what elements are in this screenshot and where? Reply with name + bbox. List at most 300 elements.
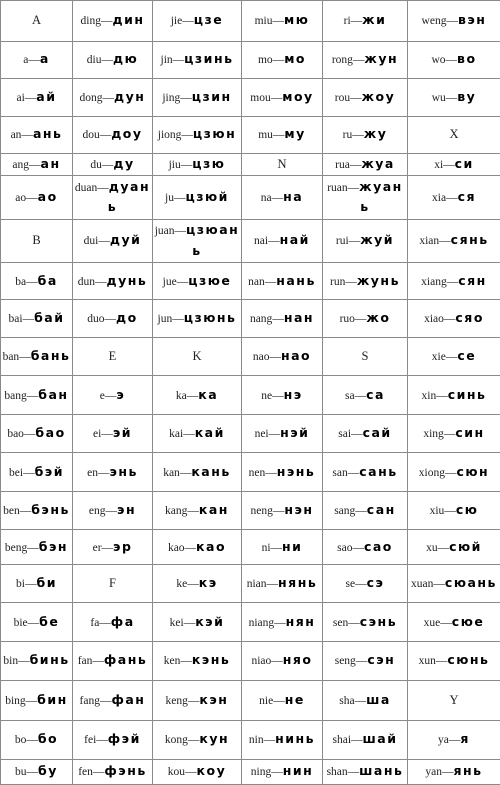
dash-separator: — [268, 428, 281, 441]
cyrillic-transcription: бо [37, 731, 59, 747]
pinyin-syllable: ya [438, 734, 449, 747]
dash-separator: — [352, 541, 364, 554]
pinyin-syllable: xu [426, 541, 438, 554]
syllable-cell [323, 79, 408, 117]
dash-separator: — [272, 54, 285, 67]
pinyin-syllable: bin [3, 655, 19, 668]
cyrillic-transcription: сань [359, 463, 398, 479]
syllable-cell [408, 759, 500, 784]
dash-separator: — [442, 766, 454, 779]
pinyin-syllable: jiong [157, 129, 182, 142]
pinyin-syllable: niao [251, 655, 272, 668]
dash-separator: — [19, 505, 32, 518]
cyrillic-transcription: коу [196, 763, 227, 779]
cyrillic-transcription: сюань [444, 575, 497, 591]
pinyin-syllable: dou [82, 129, 100, 142]
pinyin-syllable: nan [248, 275, 265, 288]
pinyin-syllable: jue [162, 275, 177, 288]
dash-separator: — [99, 694, 112, 707]
dash-separator: — [440, 616, 452, 629]
syllable-cell [408, 721, 500, 760]
dash-separator: — [23, 466, 35, 479]
pinyin-syllable: bie [13, 616, 28, 629]
dash-separator: — [352, 129, 364, 142]
dash-separator: — [182, 15, 194, 28]
cyrillic-transcription: сюнь [447, 652, 490, 668]
letter-header-cell [1, 219, 73, 262]
dash-separator: — [183, 616, 196, 629]
pinyin-syllable: rua [335, 159, 350, 172]
syllable-cell [73, 41, 153, 79]
dash-separator: — [97, 466, 110, 479]
pinyin-syllable: wu [431, 91, 446, 104]
cyrillic-transcription: цзе [193, 12, 224, 28]
dash-separator: — [184, 541, 197, 554]
pinyin-syllable: ruan [327, 181, 348, 194]
dash-separator: — [26, 734, 38, 747]
letter-header: N [277, 157, 287, 172]
pinyin-syllable: kou [167, 766, 185, 779]
cyrillic-transcription: кэ [198, 575, 218, 591]
pinyin-syllable: ka [175, 389, 187, 402]
letter-header: F [109, 576, 116, 591]
pinyin-syllable: mo [257, 54, 273, 67]
syllable-cell [242, 262, 323, 300]
pinyin-syllable: a [23, 54, 29, 67]
cyrillic-transcription: цзюн [192, 126, 237, 142]
syllable-cell [73, 453, 153, 492]
pinyin-syllable: dong [79, 91, 103, 104]
pinyin-syllable: weng [421, 15, 447, 28]
syllable-cell [323, 262, 408, 300]
dash-separator: — [433, 578, 445, 591]
dash-separator: — [264, 275, 277, 288]
syllable-cell [73, 491, 153, 530]
dash-separator: — [351, 428, 363, 441]
syllable-cell [242, 641, 323, 680]
cyrillic-transcription: ай [36, 88, 57, 104]
cyrillic-transcription: энь [109, 463, 138, 479]
dash-separator: — [439, 235, 451, 248]
syllable-cell [408, 262, 500, 300]
pinyin-syllable: ban [2, 351, 20, 364]
pinyin-syllable: ni [261, 541, 271, 554]
syllable-cell [408, 530, 500, 564]
syllable-cell [408, 300, 500, 338]
letter-header-cell [153, 337, 242, 376]
cyrillic-transcription: ба [37, 272, 58, 288]
pinyin-syllable: fa [90, 616, 100, 629]
syllable-cell [408, 491, 500, 530]
pinyin-syllable: nai [254, 235, 269, 248]
letter-header: B [32, 233, 41, 248]
dash-separator: — [187, 694, 200, 707]
pinyin-syllable: bao [7, 428, 24, 441]
dash-separator: — [272, 15, 284, 28]
syllable-cell [242, 414, 323, 453]
syllable-cell [408, 219, 500, 262]
dash-separator: — [271, 766, 283, 779]
syllable-cell [73, 759, 153, 784]
syllable-cell [153, 300, 242, 338]
cyrillic-transcription: нао [280, 348, 312, 364]
syllable-cell [408, 564, 500, 603]
pinyin-syllable: keng [165, 694, 188, 707]
syllable-cell [1, 300, 73, 338]
syllable-cell [153, 41, 242, 79]
cyrillic-transcription: эн [117, 502, 137, 518]
dash-separator: — [101, 541, 114, 554]
cyrillic-transcription: жи [362, 12, 387, 28]
pinyin-syllable: ao [15, 192, 27, 205]
pinyin-syllable: jin [160, 54, 173, 67]
cyrillic-transcription: сюй [449, 538, 482, 554]
cyrillic-transcription: сян [458, 272, 487, 288]
cyrillic-transcription: цзюй [185, 189, 229, 205]
dash-separator: — [180, 655, 192, 668]
syllable-cell [323, 154, 408, 176]
cyrillic-transcription: ань [32, 126, 63, 142]
dash-separator: — [97, 181, 109, 194]
dash-separator: — [26, 192, 38, 205]
syllable-cell [153, 759, 242, 784]
pinyin-syllable: sa [345, 389, 355, 402]
pinyin-syllable: duo [87, 313, 105, 326]
cyrillic-transcription: нан [283, 310, 315, 326]
dash-separator: — [104, 313, 117, 326]
cyrillic-transcription: дуй [109, 232, 142, 248]
syllable-cell [73, 680, 153, 721]
syllable-cell [1, 453, 73, 492]
syllable-cell [153, 564, 242, 603]
dash-separator: — [263, 734, 276, 747]
syllable-cell [408, 453, 500, 492]
pinyin-syllable: dui [83, 235, 99, 248]
syllable-cell [73, 603, 153, 642]
dash-separator: — [354, 389, 367, 402]
dash-separator: — [172, 313, 184, 326]
pinyin-syllable: xiang [421, 275, 447, 288]
syllable-cell [408, 337, 500, 376]
pinyin-syllable: kei [169, 616, 184, 629]
pinyin-syllable: san [332, 466, 348, 479]
pinyin-syllable: mu [258, 129, 273, 142]
cyrillic-transcription: нинь [275, 731, 316, 747]
pinyin-syllable: jing [162, 91, 181, 104]
pinyin-syllable: bu [15, 766, 27, 779]
cyrillic-transcription: бэн [38, 538, 69, 554]
pinyin-syllable: en [87, 466, 98, 479]
letter-header-cell [242, 154, 323, 176]
dash-separator: — [180, 91, 192, 104]
cyrillic-transcription: ся [457, 189, 476, 205]
dash-separator: — [444, 505, 456, 518]
pinyin-syllable: jun [157, 313, 173, 326]
cyrillic-transcription: фан [111, 691, 146, 707]
cyrillic-transcription: синь [447, 386, 487, 402]
syllable-cell [73, 219, 153, 262]
cyrillic-transcription: сао [363, 538, 393, 554]
cyrillic-transcription: дунь [106, 272, 148, 288]
dash-separator: — [18, 655, 30, 668]
dash-separator: — [347, 466, 360, 479]
pinyin-syllable: xiu [429, 505, 445, 518]
table-row [1, 641, 500, 680]
syllable-cell [153, 414, 242, 453]
dash-separator: — [92, 766, 105, 779]
pinyin-syllable: neng [250, 505, 273, 518]
pinyin-syllable: seng [334, 655, 356, 668]
pinyin-syllable: ben [3, 505, 20, 518]
syllable-cell [408, 154, 500, 176]
dash-separator: — [347, 766, 360, 779]
cyrillic-transcription: ан [40, 156, 61, 172]
pinyin-syllable: fang [79, 694, 100, 707]
pinyin-syllable: rong [331, 54, 353, 67]
syllable-cell [323, 680, 408, 721]
cyrillic-transcription: ду [113, 156, 135, 172]
syllable-cell [323, 641, 408, 680]
pinyin-syllable: dun [77, 275, 95, 288]
cyrillic-transcription: вэн [457, 12, 487, 28]
pinyin-syllable: shai [332, 734, 352, 747]
syllable-cell [153, 376, 242, 415]
pinyin-syllable: xue [423, 616, 441, 629]
dash-separator: — [272, 129, 285, 142]
pinyin-syllable: kan [163, 466, 180, 479]
pinyin-syllable: bi [16, 578, 25, 591]
syllable-cell [242, 176, 323, 219]
dash-separator: — [92, 655, 104, 668]
cyrillic-transcription: бин [37, 691, 68, 707]
syllable-cell [242, 530, 323, 564]
syllable-cell [1, 641, 73, 680]
dash-separator: — [446, 192, 458, 205]
syllable-cell [73, 262, 153, 300]
cyrillic-transcription: жоу [361, 88, 396, 104]
cyrillic-transcription: нэ [283, 386, 303, 402]
cyrillic-transcription: кэй [195, 613, 225, 629]
syllable-cell [153, 79, 242, 117]
cyrillic-transcription: бэнь [31, 502, 70, 518]
syllable-cell [73, 176, 153, 219]
dash-separator: — [23, 428, 36, 441]
syllable-cell [408, 376, 500, 415]
pinyin-syllable: bang [4, 389, 27, 402]
syllable-cell [153, 1, 242, 42]
pinyin-syllable: fei [84, 734, 97, 747]
dash-separator: — [26, 275, 38, 288]
cyrillic-transcription: мю [284, 12, 310, 28]
pinyin-syllable: miu [254, 15, 273, 28]
syllable-cell [323, 1, 408, 42]
pinyin-syllable: nin [248, 734, 264, 747]
syllable-cell [73, 154, 153, 176]
letter-header: Y [449, 692, 459, 707]
table-row [1, 721, 500, 760]
syllable-cell [73, 1, 153, 42]
dash-separator: — [266, 578, 279, 591]
pinyin-syllable: er [92, 541, 102, 554]
pinyin-syllable: niang [248, 616, 275, 629]
letter-header: K [192, 349, 202, 364]
syllable-cell [153, 680, 242, 721]
syllable-cell [73, 79, 153, 117]
pinyin-syllable: diu [86, 54, 102, 67]
dash-separator: — [28, 54, 40, 67]
cyrillic-transcription: най [279, 232, 310, 248]
cyrillic-transcription: бинь [29, 652, 70, 668]
pinyin-syllable: rui [335, 235, 349, 248]
letter-header: X [449, 127, 459, 142]
dash-separator: — [436, 389, 448, 402]
pinyin-syllable: eng [88, 505, 106, 518]
cyrillic-transcription: ка [198, 386, 219, 402]
pinyin-syllable: ding [80, 15, 101, 28]
cyrillic-transcription: фэнь [104, 763, 147, 779]
pinyin-syllable: na [260, 192, 272, 205]
dash-separator: — [350, 15, 363, 28]
cyrillic-transcription: моу [282, 88, 314, 104]
cyrillic-transcription: ао [37, 189, 58, 205]
pinyin-syllable: ruo [339, 313, 355, 326]
pinyin-syllable: xie [431, 351, 446, 364]
syllable-cell [408, 603, 500, 642]
syllable-cell [73, 414, 153, 453]
syllable-cell [323, 530, 408, 564]
cyrillic-transcription: сюе [451, 613, 485, 629]
cyrillic-transcription: нин [282, 763, 314, 779]
dash-separator: — [27, 616, 40, 629]
cyrillic-transcription: сяо [455, 310, 484, 326]
syllable-cell [1, 530, 73, 564]
cyrillic-transcription: нян [285, 613, 316, 629]
syllable-cell [153, 116, 242, 154]
dash-separator: — [271, 192, 284, 205]
syllable-cell [1, 564, 73, 603]
dash-separator: — [269, 351, 281, 364]
pinyin-syllable: jie [170, 15, 183, 28]
pinyin-syllable: bai [8, 313, 23, 326]
pinyin-syllable: nang [249, 313, 273, 326]
syllable-cell [153, 154, 242, 176]
syllable-cell [153, 219, 242, 262]
pinyin-syllable: yan [425, 766, 443, 779]
pinyin-syllable: run [330, 275, 346, 288]
syllable-cell [153, 262, 242, 300]
cyrillic-transcription: эй [112, 425, 132, 441]
cyrillic-transcription: фэй [107, 731, 141, 747]
syllable-cell [1, 116, 73, 154]
pinyin-syllable: ne [261, 389, 273, 402]
syllable-cell [408, 79, 500, 117]
cyrillic-transcription: нэй [280, 425, 310, 441]
pinyin-syllable: kang [165, 505, 188, 518]
cyrillic-transcription: сюн [456, 463, 490, 479]
syllable-cell [1, 262, 73, 300]
pinyin-syllable: xia [432, 192, 447, 205]
cyrillic-transcription: кай [194, 425, 225, 441]
pinyin-syllable: nian [246, 578, 267, 591]
table-row [1, 759, 500, 784]
pinyin-syllable: jiu [168, 159, 181, 172]
pinyin-syllable: ang [12, 159, 30, 172]
dash-separator: — [448, 734, 461, 747]
dash-separator: — [350, 91, 362, 104]
cyrillic-transcription: жуань [359, 178, 403, 215]
syllable-cell [408, 641, 500, 680]
syllable-cell [73, 116, 153, 154]
cyrillic-transcription: ша [366, 691, 391, 707]
table-row [1, 453, 500, 492]
syllable-cell [153, 453, 242, 492]
cyrillic-transcription: сан [366, 502, 396, 518]
table-row [1, 603, 500, 642]
syllable-cell [323, 414, 408, 453]
cyrillic-transcription: жун [364, 51, 399, 67]
letter-header-cell [1, 1, 73, 42]
syllable-cell [153, 491, 242, 530]
cyrillic-transcription: бай [34, 310, 65, 326]
cyrillic-transcription: мо [284, 51, 306, 67]
cyrillic-transcription: бэй [34, 463, 64, 479]
syllable-cell [153, 176, 242, 219]
syllable-cell [242, 759, 323, 784]
syllable-cell [153, 603, 242, 642]
dash-separator: — [21, 129, 33, 142]
letter-header: A [31, 13, 42, 28]
pinyin-syllable: du [90, 159, 102, 172]
cyrillic-transcription: бе [39, 613, 60, 629]
pinyin-syllable: mou [250, 91, 271, 104]
dash-separator: — [176, 275, 189, 288]
syllable-cell [73, 721, 153, 760]
dash-separator: — [445, 351, 458, 364]
syllable-cell [242, 219, 323, 262]
syllable-cell [242, 564, 323, 603]
cyrillic-transcription: я [460, 731, 470, 747]
pinyin-syllable: ke [176, 578, 188, 591]
table-row [1, 262, 500, 300]
table-row [1, 79, 500, 117]
dash-separator: — [100, 15, 113, 28]
dash-separator: — [19, 351, 31, 364]
cyrillic-transcription: бу [38, 763, 58, 779]
cyrillic-transcription: сянь [450, 232, 489, 248]
dash-separator: — [187, 505, 199, 518]
table-row [1, 680, 500, 721]
dash-separator: — [96, 734, 108, 747]
pinyin-syllable: rou [334, 91, 351, 104]
dash-separator: — [174, 224, 187, 237]
cyrillic-transcription: янь [453, 763, 483, 779]
pinyin-syllable: ning [250, 766, 272, 779]
dash-separator: — [174, 192, 186, 205]
syllable-cell [323, 603, 408, 642]
cyrillic-transcription: ву [457, 88, 477, 104]
pinyin-syllable: duan [74, 181, 98, 194]
syllable-cell [323, 300, 408, 338]
syllable-cell [242, 721, 323, 760]
cyrillic-transcription: дуань [107, 178, 151, 215]
dash-separator: — [443, 159, 455, 172]
dash-separator: — [355, 578, 367, 591]
syllable-cell [73, 641, 153, 680]
cyrillic-transcription: цзюань [186, 221, 240, 258]
cyrillic-transcription: жуй [360, 232, 395, 248]
syllable-cell [242, 1, 323, 42]
syllable-cell [153, 641, 242, 680]
